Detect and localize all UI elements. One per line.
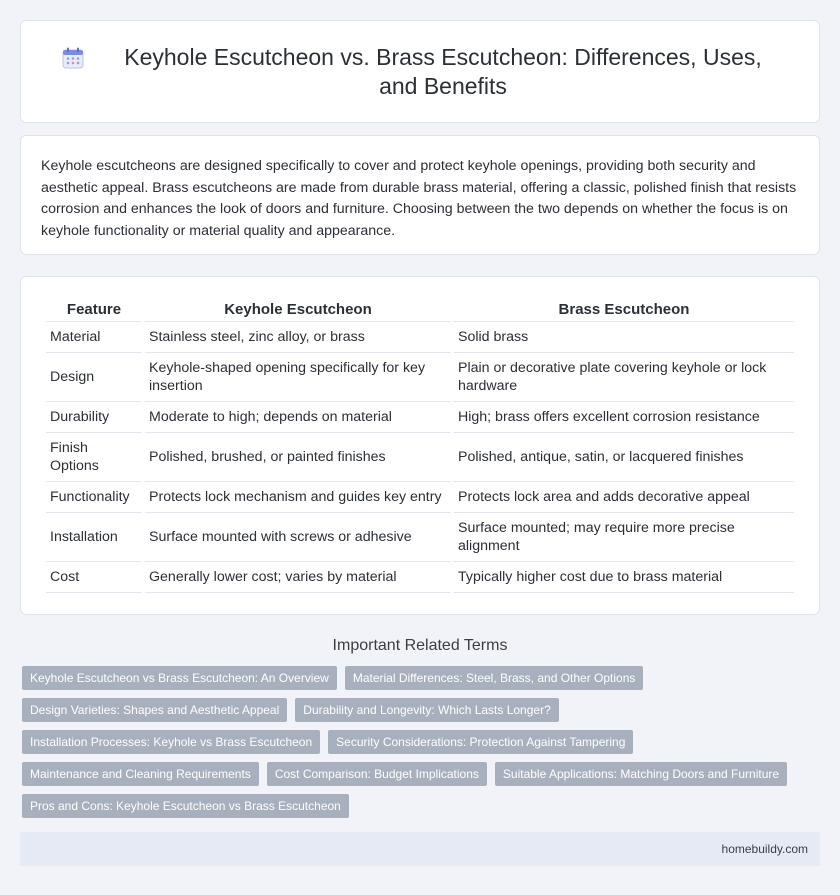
row-feature: Design xyxy=(46,353,142,402)
related-tag[interactable]: Maintenance and Cleaning Requirements xyxy=(22,762,259,786)
related-tag[interactable]: Keyhole Escutcheon vs Brass Escutcheon: An Overview xyxy=(22,666,337,690)
row-keyhole: Moderate to high; depends on material xyxy=(145,402,451,433)
related-tag[interactable]: Suitable Applications: Matching Doors and Furniture xyxy=(495,762,787,786)
related-terms-title: Important Related Terms xyxy=(332,637,508,654)
related-tag[interactable]: Pros and Cons: Keyhole Escutcheon vs Brass Escutcheon xyxy=(22,794,349,818)
table-row xyxy=(46,562,794,593)
row-feature: Finish Options xyxy=(46,433,142,482)
row-keyhole: Surface mounted with screws or adhesive xyxy=(145,513,451,562)
table-row xyxy=(46,353,794,402)
row-brass: Solid brass xyxy=(454,322,794,353)
row-brass: Surface mounted; may require more precise alignment xyxy=(454,513,794,562)
related-tag[interactable]: Cost Comparison: Budget Implications xyxy=(267,762,487,786)
row-brass: Plain or decorative plate covering keyhole or lock hardware xyxy=(454,353,794,402)
comparison-table xyxy=(43,297,797,593)
table-header-row xyxy=(46,297,794,322)
related-tag[interactable]: Security Considerations: Protection Against Tampering xyxy=(328,730,633,754)
title-wrap xyxy=(61,43,779,101)
row-keyhole: Stainless steel, zinc alloy, or brass xyxy=(145,322,451,353)
row-keyhole: Keyhole-shaped opening specifically for key insertion xyxy=(145,353,451,402)
table-row xyxy=(46,433,794,482)
calendar-icon xyxy=(61,46,85,70)
related-tags xyxy=(0,666,840,826)
intro-card xyxy=(20,135,820,255)
header-card xyxy=(20,20,820,123)
page-title: Keyhole Escutcheon vs. Brass Escutcheon: Differences, Uses, and Benefits xyxy=(124,43,762,99)
related-tag[interactable]: Material Differences: Steel, Brass, and Other Options xyxy=(345,666,644,690)
row-feature: Functionality xyxy=(46,482,142,513)
row-feature: Installation xyxy=(46,513,142,562)
row-brass: High; brass offers excellent corrosion resistance xyxy=(454,402,794,433)
comparison-table-card xyxy=(20,276,820,615)
row-keyhole: Generally lower cost; varies by material xyxy=(145,562,451,593)
intro-text: Keyhole escutcheons are designed specifically to cover and protect keyhole openings, providing both security and aesthetic appeal. Brass escutcheons are made from durable brass material, offering a classic, polished finish that resists corrosion and enhances the look of doors and furniture. Choosing between the two depends on whether the focus is on keyhole functionality or material quality and appearance. xyxy=(41,158,797,239)
table-row xyxy=(46,322,794,353)
row-keyhole: Protects lock mechanism and guides key entry xyxy=(145,482,451,513)
footer-site-link[interactable]: homebuildy.com xyxy=(721,842,808,856)
row-brass: Polished, antique, satin, or lacquered finishes xyxy=(454,433,794,482)
row-brass: Typically higher cost due to brass material xyxy=(454,562,794,593)
header-feature: Feature xyxy=(46,297,142,322)
header-brass: Brass Escutcheon xyxy=(454,297,794,322)
table-row xyxy=(46,402,794,433)
row-brass: Protects lock area and adds decorative appeal xyxy=(454,482,794,513)
table-row xyxy=(46,513,794,562)
footer xyxy=(20,832,820,866)
related-tag[interactable]: Installation Processes: Keyhole vs Brass Escutcheon xyxy=(22,730,320,754)
related-tag[interactable]: Durability and Longevity: Which Lasts Longer? xyxy=(295,698,558,722)
table-row xyxy=(46,482,794,513)
header-keyhole: Keyhole Escutcheon xyxy=(145,297,451,322)
row-keyhole: Polished, brushed, or painted finishes xyxy=(145,433,451,482)
row-feature: Durability xyxy=(46,402,142,433)
row-feature: Material xyxy=(46,322,142,353)
row-feature: Cost xyxy=(46,562,142,593)
related-tag[interactable]: Design Varieties: Shapes and Aesthetic Appeal xyxy=(22,698,287,722)
